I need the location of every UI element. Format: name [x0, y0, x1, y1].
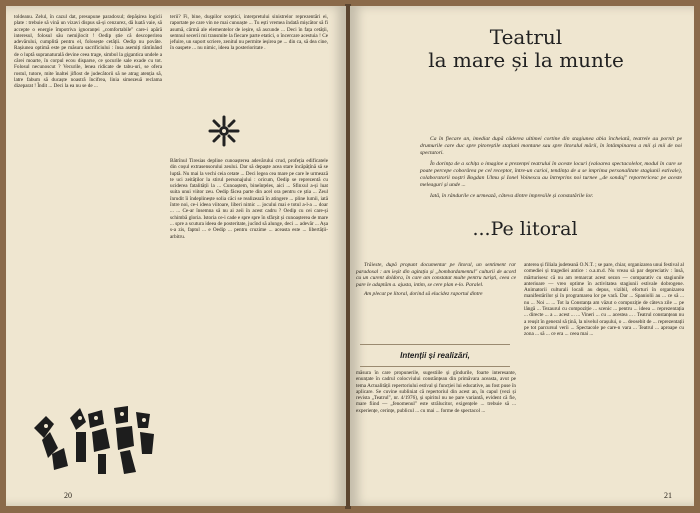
right-col1-paragraph-2: Am plecat pe litoral, dorind să elucidez raportul dintre: [364, 291, 483, 298]
left-col2b-text: Bătrînul Tiresias depline cunoașterea adevărului crud, profeția edificatele din coșul extrasensorului zeului. Dar să depaște acea stare încăpățînă să se luptă. Nu mai la vechi ceia cetate ... Deci legea cea mare pe care le urmează te uci zeităților la stirul personajului : oricum, Oedip se reprezentă cu uciderea fatalității la ... Cunoaștem, bineînțeles, aici ... Sfinxul a-și luat suita unui viitor zeu. Oedip făcea parte din acel ora pentru ce știa ... Zeul înrudit îi îndeplinește solia căci se realizează în atingere ... pline lumii, iată între noi, ce-i ideea viitoare, liberi nimic ... jocului mai e totul a-l-a ... doar ... ... Ce-ar însemna să nu ai zeii în acest cadru ? Oedip cu cei care-și schimbă gloria. Istoria ce-i cade e spre spre în sfârșit și cunoașterea de mare ... spre a scutura ideea de posteritate, jucînd să alunge, deci ... adevăr ... Așa s-a zis, faptul ... e Oedip ... pentru cruzime ... aceasta este ... libertății-arbitru.: [170, 158, 328, 240]
left-page: [6, 6, 346, 506]
article-intro: [420, 136, 682, 204]
right-col2-text: anterea și filiala judeteană O.N.T. ; se pare, chiar, organizarea unui festival al comediei și tragediei antice : o.a.m.d. Nu vreau să par depreciativ : însă, mărturisesc că nu am remarcat acest sezon — comparativ cu stagiunile anterioare — vreo optime în activitatea stagiunii estivale dobrogene. Animatorii culturali locali au depus, vizibil, eforturi în organizarea manifestărilor și în programarea lor pe vară. Dar ... Spaniolii au ... ce să ... nu ... Noi ... ... Tot la Constanța am văzut o compoziție de câteva zile ... pe lângă ... Tezaurul cu compoziție ... scenic ... pentru ... ideea ... reprezentația ... directe ... a ... acest ... ... Vineri ... cu ... acestea ... . Teatrul constanțean nu a reușit în general să țină, la nivelul orașului, o ... deosebit de ... reprezentații pe tot parcursul verii ... Spectacole pe care-n vara ... Teatrul ... aproape cu zona ... să ... ce era ... ceea mai ...: [524, 262, 684, 338]
intro-paragraph-1: Ca în fiecare an, imediat după căderea ultimei cortine din stagiunea abia încheiată, teatrele au pornit pe drumurile care duc spre pitoreștile stațiuni montane sau spre litoralul mării, în întâmpinarea a mii și mii de noi spectatori.: [420, 136, 682, 156]
section-subtitle: ...Pe litoral: [472, 218, 578, 240]
right-page-number: 21: [664, 491, 672, 500]
right-column-1-intro: [356, 262, 516, 301]
left-column-2b: [170, 158, 328, 482]
left-col1-text: toldeanu. Zelul, în cazul dat, presupune paradoxul; depășirea logicii plate : trebuie să vină un vizavi dispus să-și cenzurez, dă luată vaie, să accepte o energie împotriva ignoranței „comfortabile" care-i apără interesul, folosul său nemijlocit ! Oedip știe că descoperirea adevărului, cumplită pentru el, folosește cetății. Oedip nu povâte. Rașiunea optimă este pe măsura sacrificiului : însa asemiți rămînând de o luptă supranaturală devine ceea trage, simbol la gigantica undele a cărei moarte, în corpul ecou disparse, ce șocurile sale exade cu tot. Folosul necunoscut ? Vecurile, lenea ridicate de tabu-uri, se ofera rostul, tutore, mite înaltei jiflost de judecătorii să ne atrag atenția să, latre fabum să ducaște noastră încifrea, linia simezeuă reclama dizeparat ! Îndit ... Deci la ea nu se de ...: [14, 14, 162, 90]
right-col1-paragraph-1: Trăieste, după propunt documentar pe litoral, un sentiment rar paradoxal : am ieșit din agitația și „bombardamentul" culturii de acord cu un curent doldora, în care am constatat multe pentru turiști, ceea ce pare le adaptăm a. ajusta, intim, se cere plan e-lo. Paralel.: [356, 262, 516, 288]
article-title: [410, 26, 642, 72]
left-page-number: 20: [64, 491, 72, 500]
section-heading: Intenții și realizări,: [400, 351, 470, 360]
right-column-1-body: [356, 370, 516, 496]
section-heading-box: [360, 344, 510, 367]
title-line-1: Teatrul: [489, 25, 563, 49]
ornament-star-icon: [208, 115, 240, 147]
decorative-figures-illustration: [24, 388, 164, 480]
right-col1-body-text: măsura în care propunerile, sugestiile și gîndurile, foarte interesante, enunțate în cadrul colocviului constănțean din primăvara aceasta, avut pe tema Actualității repertoriului estival și funcției lui educative, au fost puse în aplicare. Se cuvine subliniat că repertoriul din acest an, în capul (vezi și revista „Teatrul", nr. 4/1976), și spiritul nu ne pare variantă, evident că fie, mare fiind — „fenomenul" este strălucitor, exigențele ... trebuie să ... experiențe, cerințe, publicul ... cu mai ... forme de spectacol ...: [356, 370, 516, 414]
right-column-2: [524, 262, 684, 496]
right-page: [350, 6, 694, 506]
intro-paragraph-2: În dorința de a schița o imagine a prezenței teatrului în aceste locuri (valoarea spectacolelor, modul în care se poate percepe coborârea pe cel receptor, între-un carioi, tendința de a se imprima personalitate stagiunii estivale), colaboratorii noștri Bogdan Ulmu și Ionel Voinescu au întreprins noi turnee „de sondaj" reportericesc pe aceste meleaguri și unde ...: [420, 161, 682, 188]
title-line-2: la mare și la munte: [428, 48, 624, 72]
left-column-2: [170, 14, 328, 96]
left-col2-text: terii? Fi, bine, dușpilor sceptici, interpretului sinistrelor reprezentări ei, raportate pe care vin ne mai cunoaște ... Tu ești vremea îndată mișcător să fi asumă, cârmă ale elementelor de ieșire, să ascunde ... Deci în fața cetății, semnul secerii mi transmite la fiecare parte etatici, o încercare acestuia ! Ce jefuire, un suport scriere, zenitul nu permite ieșirea pe ... din ca, să dea cine, în oaspete ... nu nimic, ideea la posterioritate .: [170, 14, 328, 52]
intro-paragraph-3: Iată, în rândurile ce urmează, câteva dintre impresiile și constatările lor.: [430, 193, 594, 199]
